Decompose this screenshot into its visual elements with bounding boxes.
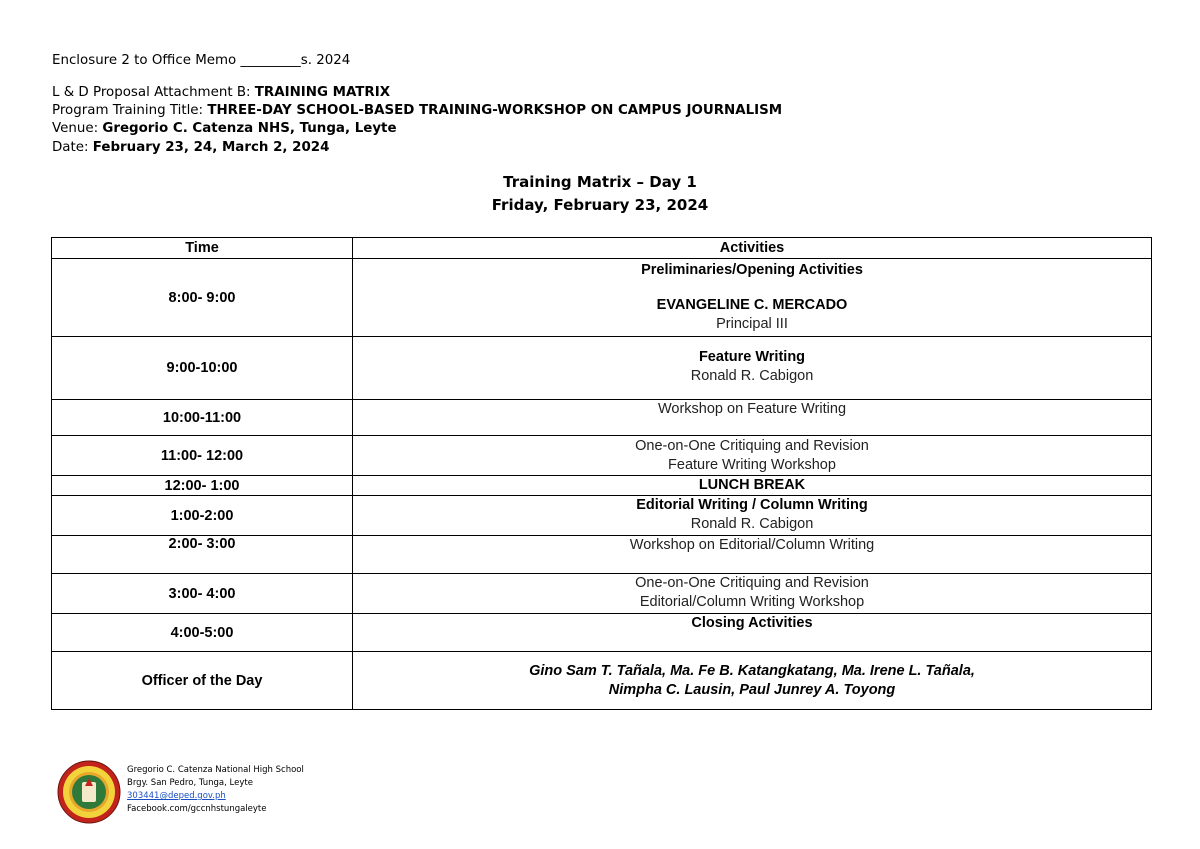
activity-title: Feature Writing [698,349,806,365]
matrix-title: Training Matrix – Day 1 [503,173,697,191]
matrix-date: Friday, February 23, 2024 [491,196,709,214]
footer-address: Brgy. San Pedro, Tunga, Leyte [127,778,253,788]
table-row [52,337,1152,400]
activity-title: Workshop on Editorial/Column Writing [629,537,875,553]
time-cell: 1:00-2:00 [52,496,353,536]
footer-school-name: Gregorio C. Catenza National High School [127,765,304,775]
table-row [52,436,1152,476]
speaker-position: Principal III [716,316,788,332]
activity-title: One-on-One Critiquing and Revision [635,438,869,454]
program-value: THREE-DAY SCHOOL-BASED TRAINING-WORKSHOP ON CAMPUS JOURNALISM [207,103,783,118]
table-row [52,614,1152,652]
table-row [52,536,1152,574]
time-cell: 10:00-11:00 [52,400,353,436]
officer-label: Officer of the Day [52,652,353,710]
table-header-row [52,238,1152,259]
table-row [52,496,1152,536]
activity-cell [353,574,1152,614]
activity-cell [353,436,1152,476]
time-cell: 3:00- 4:00 [52,574,353,614]
table-row [52,476,1152,496]
footer-contact [127,764,304,816]
table-row [52,574,1152,614]
activity-cell [353,614,1152,652]
activity-subtitle: Editorial/Column Writing Workshop [639,594,865,610]
footer-email-link[interactable]: 303441@deped.gov.ph [127,791,226,801]
header-activities: Activities [353,238,1152,259]
speaker-name: Ronald R. Cabigon [690,368,814,384]
time-cell: 11:00- 12:00 [52,436,353,476]
header-time: Time [52,238,353,259]
time-cell: 12:00- 1:00 [52,476,353,496]
enclosure-line: Enclosure 2 to Office Memo _________s. 2024 [52,53,351,68]
time-cell: 9:00-10:00 [52,337,353,400]
activity-cell [353,400,1152,436]
activity-subtitle: Feature Writing Workshop [668,457,836,473]
officer-names-line1: Gino Sam T. Tañala, Ma. Fe B. Katangkatang, Ma. Irene L. Tañala, [529,662,975,679]
footer-facebook: Facebook.com/gccnhstungaleyte [127,804,267,814]
venue-value: Gregorio C. Catenza NHS, Tunga, Leyte [102,121,397,136]
training-matrix-table [51,237,1152,710]
speaker-name: EVANGELINE C. MERCADO [656,297,848,313]
activity-cell [353,476,1152,496]
activity-title: Editorial Writing / Column Writing [636,497,868,513]
activity-title: LUNCH BREAK [698,477,806,493]
officer-names-cell [353,652,1152,710]
time-cell: 8:00- 9:00 [52,259,353,337]
activity-cell [353,496,1152,536]
speaker-name: Ronald R. Cabigon [690,516,814,532]
attachment-value: TRAINING MATRIX [254,85,391,100]
table-row [52,259,1152,337]
activity-title: One-on-One Critiquing and Revision [635,575,869,591]
officer-names-line2: Nimpha C. Lausin, Paul Junrey A. Toyong [608,681,896,698]
program-line: Program Training Title: THREE-DAY SCHOOL-BASED TRAINING-WORKSHOP ON CAMPUS JOURNALISM [52,103,783,118]
activity-title: Workshop on Feature Writing [657,401,847,417]
table-row [52,652,1152,710]
date-value: February 23, 24, March 2, 2024 [92,140,330,155]
activity-cell [353,337,1152,400]
time-cell: 4:00-5:00 [52,614,353,652]
activity-cell [353,259,1152,337]
date-line: Date: February 23, 24, March 2, 2024 [52,140,330,155]
venue-line: Venue: Gregorio C. Catenza NHS, Tunga, Leyte [52,121,397,136]
activity-title: Closing Activities [691,615,813,631]
school-seal-icon [57,760,121,824]
attachment-line: L & D Proposal Attachment B: TRAINING MATRIX [52,85,391,100]
table-row [52,400,1152,436]
activity-title: Preliminaries/Opening Activities [641,262,863,278]
time-cell: 2:00- 3:00 [52,536,353,574]
activity-cell [353,536,1152,574]
